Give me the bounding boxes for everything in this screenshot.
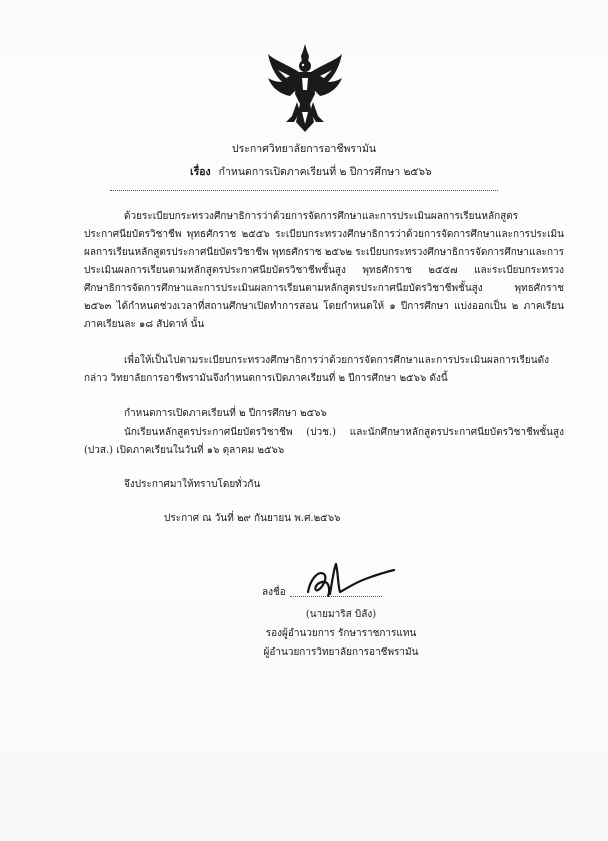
subject-line bbox=[190, 163, 432, 180]
signatory-name: (นายมาริส บิลัง) bbox=[305, 609, 377, 620]
subject-label: เรื่อง bbox=[190, 166, 211, 178]
announcement-title: ประกาศวิทยาลัยการอาชีพรามัน bbox=[231, 143, 377, 155]
announcement-date: ประกาศ ณ วันที่ ๒๙ กันยายน พ.ศ.๒๕๖๖ bbox=[164, 513, 341, 524]
subject-text: กำหนดการเปิดภาคเรียนที่ ๒ ปีการศึกษา ๒๕๖๖ bbox=[218, 166, 432, 178]
signature-label: ลงชื่อ bbox=[262, 587, 286, 598]
paragraph-closing: จึงประกาศมาให้ทราบโดยทั่วกัน bbox=[124, 479, 261, 490]
signatory-block bbox=[236, 605, 446, 662]
paragraph-schedule-detail: นักเรียนหลักสูตรประกาศนียบัตรวิชาชีพ (ปวช.) และนักศึกษาหลักสูตรประกาศนียบัตรวิชาชีพชั้นสูง (ปวส.) เปิดภาคเรียนในวันที่ ๑๖ ตุลาคม ๒๕๖๖ bbox=[84, 427, 564, 456]
signatory-organization: ผู้อำนวยการวิทยาลัยการอาชีพรามัน bbox=[263, 647, 419, 658]
signatory-position: รองผู้อำนวยการ รักษาราชการแทน bbox=[265, 628, 417, 639]
paragraph-purpose: เพื่อให้เป็นไปตามระเบียบกระทรวงศึกษาธิการว่าด้วยการจัดการศึกษาและการประเมินผลการเรียนดังกล่าว วิทยาลัยการอาชีพรามันจึงกำหนดการเปิดภาคเรียนที่ ๒ ปีการศึกษา ๒๕๖๖ ดังนี้ bbox=[84, 355, 549, 384]
paragraph-schedule-title: กำหนดการเปิดภาคเรียนที่ ๒ ปีการศึกษา ๒๕๖๖ bbox=[124, 408, 327, 419]
signature-dotted-line bbox=[290, 596, 382, 597]
garuda-emblem-icon bbox=[266, 42, 344, 134]
dotted-divider bbox=[110, 190, 498, 191]
paragraph-background: ด้วยระเบียบกระทรวงศึกษาธิการว่าด้วยการจัดการศึกษาและการประเมินผลการเรียนหลักสูตรประกาศนียบัตรวิชาชีพ พุทธศักราช ๒๕๕๖ ระเบียบกระทรวงศึกษาธิการว่าด้วยการจัดการศึกษาและการประเมินผลการเรียนหลักสูตรประกาศนียบัตรวิชาชีพ พุทธศักราช ๒๕๖๒ ระเบียบกระทรวงศึกษาธิการจัดการศึกษาและการประเมินผลการเรียนตามหลักสูตรประกาศนียบัตรวิชาชีพชั้นสูง พุทธศักราช ๒๕๕๗ และระเบียบกระทรวงศึกษาธิการจัดการศึกษาและการประเมินผลการเรียนตามหลักสูตรประกาศนียบัตรวิชาชีพชั้นสูง พุทธศักราช ๒๕๖๓ ได้กำหนดช่วงเวลาที่สถานศึกษาเปิดทำการสอน โดยกำหนดให้ ๑ ปีการศึกษา แบ่งออกเป็น ๒ ภาคเรียน ภาคเรียนละ ๑๘ สัปดาห์ นั้น bbox=[84, 211, 564, 330]
